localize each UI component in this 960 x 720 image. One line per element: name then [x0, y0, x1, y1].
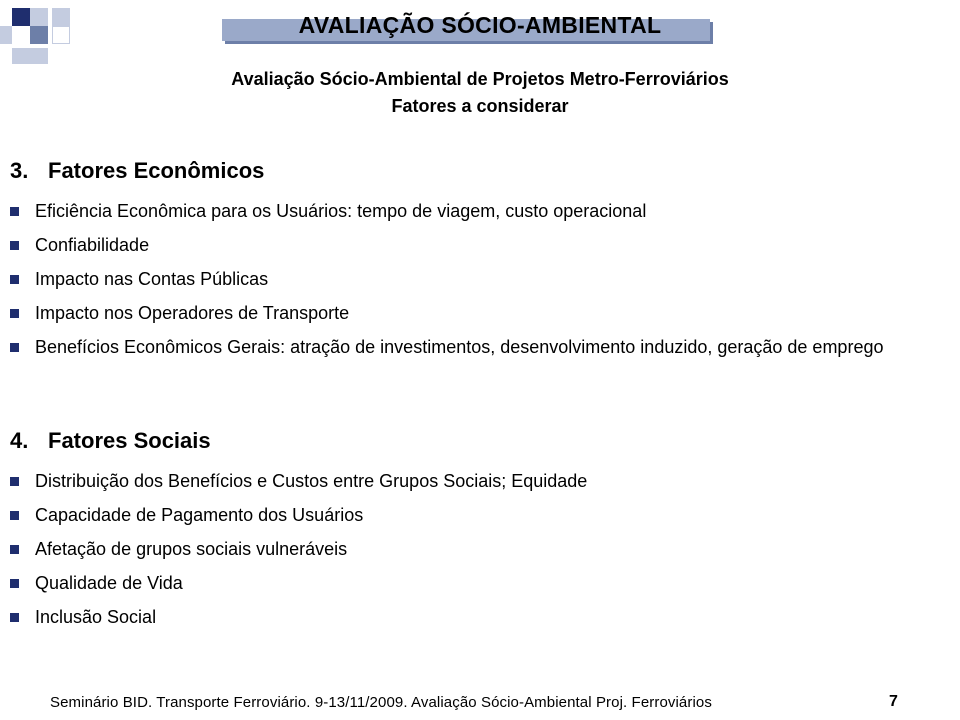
- square-bullet-icon: [10, 309, 19, 318]
- page-number: 7: [889, 693, 898, 710]
- subtitle-line-2: Fatores a considerar: [391, 96, 569, 116]
- list-item: Benefícios Econômicos Gerais: atração de investimentos, desenvolvimento induzido, geração de emprego: [10, 336, 950, 358]
- square-bullet-icon: [10, 545, 19, 554]
- slide-footer: Seminário BID. Transporte Ferroviário. 9-13/11/2009. Avaliação Sócio-Ambiental Proj. Ferroviários: [50, 694, 712, 711]
- square-bullet-icon: [10, 477, 19, 486]
- list-item: Capacidade de Pagamento dos Usuários: [10, 504, 950, 526]
- section-number: 4.: [10, 428, 29, 453]
- section-economic-factors: [10, 158, 950, 358]
- section-social-factors: [10, 428, 950, 628]
- section-heading: [10, 158, 950, 188]
- list-item: Impacto nos Operadores de Transporte: [10, 302, 950, 324]
- square-bullet-icon: [10, 275, 19, 284]
- list-item: Confiabilidade: [10, 234, 950, 256]
- slide-subtitle: [0, 66, 960, 120]
- list-item: Inclusão Social: [10, 606, 950, 628]
- list-item: Afetação de grupos sociais vulneráveis: [10, 538, 950, 560]
- square-bullet-icon: [10, 511, 19, 520]
- slide-title: AVALIAÇÃO SÓCIO-AMBIENTAL: [298, 12, 662, 38]
- list-item: Distribuição dos Benefícios e Custos entre Grupos Sociais; Equidade: [10, 470, 950, 492]
- section-title: Fatores Sociais: [48, 428, 211, 453]
- square-bullet-icon: [10, 241, 19, 250]
- square-bullet-icon: [10, 613, 19, 622]
- square-bullet-icon: [10, 343, 19, 352]
- subtitle-line-1: Avaliação Sócio-Ambiental de Projetos Metro-Ferroviários: [231, 69, 729, 89]
- section-title: Fatores Econômicos: [48, 158, 265, 183]
- square-bullet-icon: [10, 207, 19, 216]
- list-item: Eficiência Econômica para os Usuários: tempo de viagem, custo operacional: [10, 200, 950, 222]
- square-bullet-icon: [10, 579, 19, 588]
- section-heading: [10, 428, 950, 458]
- list-item: Qualidade de Vida: [10, 572, 950, 594]
- section-number: 3.: [10, 158, 29, 183]
- list-item: Impacto nas Contas Públicas: [10, 268, 950, 290]
